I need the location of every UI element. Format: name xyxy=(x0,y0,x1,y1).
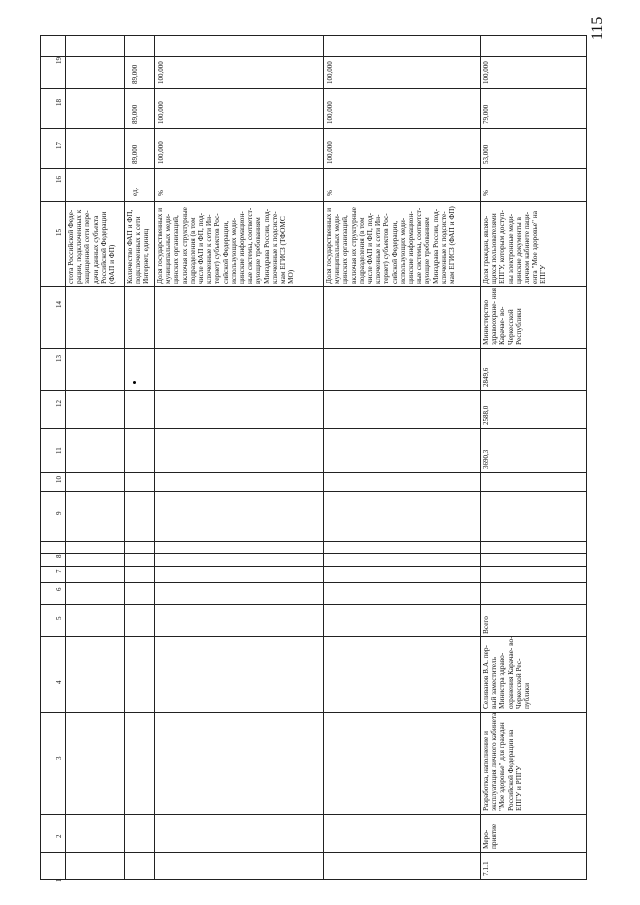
col-divider xyxy=(41,604,586,605)
col-divider xyxy=(41,428,586,429)
cell-indicator-patients: Доля граждан, являю- щихся пользователями ЕПГУ, которым доступ- ны электронные меди- цинские документы в личном кабинете паци- ента "Мое здоровье" на ЕПГУ xyxy=(481,210,548,284)
col-divider xyxy=(41,128,586,129)
col-divider xyxy=(41,348,586,349)
cell-measure-number: 7.1.1 xyxy=(481,861,490,876)
cell-value-17: 100,000 xyxy=(157,141,165,164)
cell-measure-name: Разработка, наполнение и эксплуатация личного кабинета "Мое здоровье" для граждан Российской Федерации на ЕПГУ и РПГУ xyxy=(481,712,523,811)
cell-value-17: 53,000 xyxy=(482,144,490,164)
col-header-18: 18 xyxy=(55,99,63,106)
col-divider xyxy=(41,541,586,542)
cell-unit: % xyxy=(326,190,334,196)
page-number: 115 xyxy=(589,16,606,40)
cell-executor: Министерство здравоохране- ния Карачае- во-Черкесской Республики xyxy=(481,288,523,345)
col-header-15: 15 xyxy=(55,229,63,236)
row-divider xyxy=(65,36,66,879)
col-header-14: 14 xyxy=(55,301,63,308)
col-header-8: 8 xyxy=(55,554,63,558)
col-header-4: 4 xyxy=(55,680,63,684)
cell-indicator-fap-fp: Доля государственных и муниципальных меди- цинских организаций, включая их структурные подразделения (в том числе ФАП и ФП, под- ключенные к сети Ин- тернет) субъектов Рос- сийской Федерации, использующих меди- цинские информацион- ные системы, соответст- вующие требованиям Минздрава России, под- ключенные к подсисте- мам ЕГИСЗ (ФАП и ФП) xyxy=(324,206,457,284)
cell-value-13: 2849,6 xyxy=(482,367,490,387)
col-header-2: 2 xyxy=(55,834,63,838)
row-divider xyxy=(323,36,324,879)
row-divider xyxy=(154,36,155,879)
cell-value-18: 100,000 xyxy=(157,101,165,124)
col-divider xyxy=(41,553,586,554)
data-table xyxy=(40,35,587,880)
col-header-5: 5 xyxy=(55,616,63,620)
col-header-12: 12 xyxy=(55,400,63,407)
cell-indicator-continuation: стота Российской Феде- рации, подключенных к защищенной сети пере- дачи данных субъекта Российской Федерации (ФАП и ФП) xyxy=(66,209,117,284)
cell-responsible: Селиванов В.А. пер- вый заместитель Министра здраво- охранения Карачае- во-Черкесской Рес- публики xyxy=(481,636,532,709)
col-header-6: 6 xyxy=(55,587,63,591)
col-divider xyxy=(41,390,586,391)
cell-value-18: 79,000 xyxy=(482,104,490,124)
cell-value-18: 100,000 xyxy=(326,101,334,124)
col-divider xyxy=(41,852,586,853)
col-divider xyxy=(41,88,586,89)
cell-indicator-fap-internet: Количество ФАП и ФП, подключенных к сети Интернет, единиц xyxy=(125,209,151,284)
col-divider xyxy=(41,472,586,473)
cell-value-17: 89,000 xyxy=(131,144,139,164)
col-header-16: 16 xyxy=(55,176,63,183)
cell-indicator-tfoms: Доля государственных и муниципальных меди- цинских организаций, включая их структурные подразделения (в том числе ФАП и ФП, под- ключенные к сети Ин- тернет) субъектов Рос- сийской Федерации, использующих меди- цинские информацион- ные системы, соответст- вующие требованиям Минздрава России, под- ключенные к подсисте- мам ЕГИСЗ (ТФОМС МО) xyxy=(155,207,296,284)
cell-unit: % xyxy=(157,190,165,196)
col-divider xyxy=(41,814,586,815)
cell-value-18: 89,000 xyxy=(131,104,139,124)
cell-source-total: Всего xyxy=(481,616,490,634)
col-header-17: 17 xyxy=(55,142,63,149)
cell-value-19: 100,000 xyxy=(326,61,334,84)
row-divider xyxy=(124,36,125,879)
cell-value-19: 100,000 xyxy=(157,61,165,84)
cell-value-12: 2588,0 xyxy=(482,405,490,425)
col-header-3: 3 xyxy=(55,756,63,760)
col-header-19: 19 xyxy=(55,57,63,64)
cell-value-19: 100,000 xyxy=(482,61,490,84)
stray-mark xyxy=(133,381,136,384)
col-header-11: 11 xyxy=(55,447,63,454)
cell-value-17: 100,000 xyxy=(326,141,334,164)
cell-measure-type: Меро- приятие xyxy=(481,823,499,849)
col-divider xyxy=(41,56,586,57)
cell-unit: ед. xyxy=(131,187,139,196)
cell-value-11: 3690,3 xyxy=(482,449,490,469)
col-divider xyxy=(41,566,586,567)
col-header-13: 13 xyxy=(55,355,63,362)
col-header-9: 9 xyxy=(55,511,63,515)
cell-unit: % xyxy=(482,190,490,196)
cell-value-19: 89,000 xyxy=(131,64,139,84)
col-header-7: 7 xyxy=(55,569,63,573)
col-divider xyxy=(41,491,586,492)
col-divider xyxy=(41,168,586,169)
col-header-1: 1 xyxy=(55,878,63,882)
col-divider xyxy=(41,582,586,583)
col-header-10: 10 xyxy=(55,476,63,483)
